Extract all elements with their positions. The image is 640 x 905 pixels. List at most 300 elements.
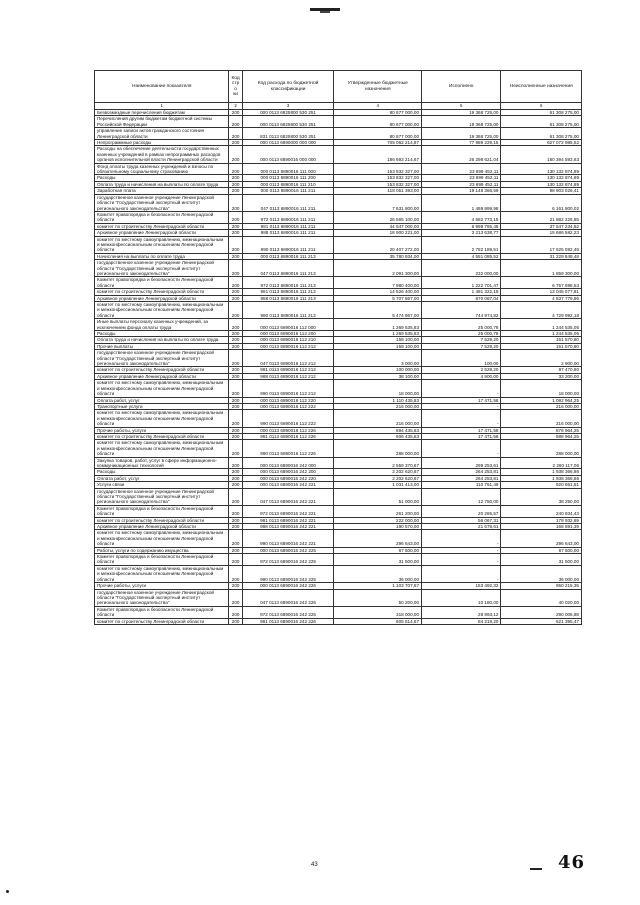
table-row xyxy=(95,128,582,140)
cell-executed: 6 999 765,48 xyxy=(422,223,501,229)
cell-approved: 159 100,00 xyxy=(334,343,422,349)
cell-approved: 705 062 214,87 xyxy=(334,140,422,146)
cell-not-executed: 6 161 800,02 xyxy=(501,194,582,211)
cell-line-code: 200 xyxy=(229,260,242,277)
table-row xyxy=(95,505,582,517)
cell-approved: 606 435,83 xyxy=(334,433,422,439)
cell-name: Услуги связи xyxy=(95,482,229,488)
cell-approved: 18 000,00 xyxy=(334,380,422,397)
cell-name: Перечисления другим бюджетам бюджетной системы Российской Федерации xyxy=(95,116,229,128)
cell-not-executed: 31 229 848,48 xyxy=(501,253,582,259)
cell-not-executed: 33 200,00 xyxy=(501,373,582,379)
cell-name: Расходы xyxy=(95,175,229,181)
cell-name: комитет по строительству Ленинградской области xyxy=(95,223,229,229)
cell-not-executed: 38 250,00 xyxy=(501,488,582,505)
table-row xyxy=(95,380,582,397)
cell-not-executed: 1 938 366,86 xyxy=(501,475,582,481)
cell-budget-code: 990 0113 6890016 242 225 xyxy=(242,565,334,582)
cell-executed: 17 471,58 xyxy=(422,427,501,433)
cell-executed: 4 682 773,15 xyxy=(422,211,501,223)
cell-approved: 67 500,00 xyxy=(334,547,422,553)
budget-execution-table xyxy=(94,70,582,625)
cell-line-code: 200 xyxy=(229,403,242,409)
cell-budget-code: 990 0113 6890016 111 213 xyxy=(242,302,334,319)
cell-budget-code: 988 0113 6890016 242 221 xyxy=(242,524,334,530)
cell-not-executed: 130 132 874,89 xyxy=(501,175,582,181)
cell-budget-code: 000 0113 6890016 242 200 xyxy=(242,469,334,475)
cell-not-executed: 1 859 300,00 xyxy=(501,260,582,277)
table-row xyxy=(95,554,582,566)
cell-budget-code: 000 0113 6890016 111 210 xyxy=(242,181,334,187)
cell-line-code: 200 xyxy=(229,606,242,618)
cell-approved: 153 832 327,00 xyxy=(334,175,422,181)
cell-budget-code: 000 0113 6890016 112 200 xyxy=(242,331,334,337)
cell-line-code: 200 xyxy=(229,565,242,582)
cell-not-executed: 178 932,69 xyxy=(501,517,582,523)
cell-line-code: 200 xyxy=(229,583,242,589)
cell-executed: 299 253,61 xyxy=(422,457,501,469)
cell-approved: 80 677 000,00 xyxy=(334,110,422,116)
cell-approved: 20 407 272,00 xyxy=(334,236,422,253)
cell-executed: 23 699 452,11 xyxy=(422,181,501,187)
cell-name: Работы, услуги по содержанию имущества xyxy=(95,547,229,553)
cell-budget-code: 990 0113 6890016 111 211 xyxy=(242,236,334,253)
cell-budget-code: 000 0113 6890016 112 222 xyxy=(242,403,334,409)
cell-executed: - xyxy=(422,410,501,427)
cell-not-executed: 296 643,00 xyxy=(501,530,582,547)
cell-name: Оплата работ, услуг xyxy=(95,475,229,481)
cell-approved: 153 832 327,00 xyxy=(334,181,422,187)
cell-executed: 1 222 701,47 xyxy=(422,277,501,289)
table-row xyxy=(95,457,582,469)
cell-line-code: 200 xyxy=(229,319,242,331)
cell-name: государственное казенное учреждение Ленинградской области "Государственный экспертный институт регионального законодательства" xyxy=(95,488,229,505)
column-number: 3 xyxy=(242,103,334,110)
cell-line-code: 200 xyxy=(229,331,242,337)
cell-name: Оплата труда и начисления на выплаты по оплате труда xyxy=(95,337,229,343)
cell-name: комитет по местному самоуправлению, межнациональным и межконфессиональным отношениям Ленинградской области xyxy=(95,380,229,397)
cell-not-executed: 151 570,80 xyxy=(501,337,582,343)
cell-budget-code: 972 0113 6890016 111 211 xyxy=(242,211,334,223)
cell-line-code: 200 xyxy=(229,163,242,175)
cell-line-code: 200 xyxy=(229,380,242,397)
cell-name: Архивное управление Ленинградской области xyxy=(95,295,229,301)
cell-not-executed: 37 547 234,52 xyxy=(501,223,582,229)
cell-approved: 5 707 867,00 xyxy=(334,295,422,301)
cell-budget-code: 000 0113 6890016 242 221 xyxy=(242,482,334,488)
cell-budget-code: 972 0113 6890016 242 225 xyxy=(242,554,334,566)
cell-line-code: 200 xyxy=(229,140,242,146)
cell-approved: 296 643,00 xyxy=(334,530,422,547)
cell-name: государственное казенное учреждение Ленинградской области "Государственный экспертный институт регионального законодательства" xyxy=(95,194,229,211)
cell-name: государственное казенное учреждение Ленинградской области "Государственный экспертный институт регионального законодательства" xyxy=(95,260,229,277)
cell-name: комитет по строительству Ленинградской области xyxy=(95,367,229,373)
cell-not-executed: 61 308 275,00 xyxy=(501,128,582,140)
cell-approved: 80 677 000,00 xyxy=(334,128,422,140)
cell-not-executed: 2 900,00 xyxy=(501,350,582,367)
cell-line-code: 200 xyxy=(229,397,242,403)
cell-executed: 744 974,82 xyxy=(422,302,501,319)
cell-name: Комитет правопорядка и безопасности Ленинградской области xyxy=(95,606,229,618)
cell-not-executed: 920 651,51 xyxy=(501,482,582,488)
cell-name: Прочие работы, услуги xyxy=(95,427,229,433)
cell-budget-code: 000 0113 6890016 112 212 xyxy=(242,343,334,349)
cell-line-code: 200 xyxy=(229,433,242,439)
cell-not-executed: 98 903 026,41 xyxy=(501,188,582,194)
cell-approved: 1 269 535,83 xyxy=(334,331,422,337)
cell-name: Прочие выплаты xyxy=(95,343,229,349)
cell-executed: - xyxy=(422,530,501,547)
cell-approved: 288 000,00 xyxy=(334,440,422,457)
cell-not-executed: 61 308 275,00 xyxy=(501,116,582,128)
cell-approved: 159 100,00 xyxy=(334,337,422,343)
cell-line-code: 200 xyxy=(229,554,242,566)
cell-executed: 17 471,58 xyxy=(422,433,501,439)
cell-budget-code: 990 0113 6890016 112 222 xyxy=(242,410,334,427)
cell-approved: 261 200,00 xyxy=(334,505,422,517)
cell-executed: 870 087,04 xyxy=(422,295,501,301)
cell-executed: - xyxy=(422,547,501,553)
cell-line-code: 200 xyxy=(229,350,242,367)
cell-name: Архивное управление Ленинградской области xyxy=(95,230,229,236)
cell-line-code: 200 xyxy=(229,181,242,187)
column-number: 5 xyxy=(422,103,501,110)
cell-budget-code: 000 0113 6890016 112 220 xyxy=(242,397,334,403)
cell-name: комитет по местному самоуправлению, межнациональным и межконфессиональным отношениям Ленинградской области xyxy=(95,410,229,427)
cell-not-executed: 6 757 698,53 xyxy=(501,277,582,289)
table-row xyxy=(95,618,582,624)
cell-not-executed: 97 470,80 xyxy=(501,367,582,373)
cell-executed: 77 989 229,15 xyxy=(422,140,501,146)
cell-line-code: 200 xyxy=(229,524,242,530)
header-executed: Исполнено xyxy=(422,71,501,103)
table-row xyxy=(95,410,582,427)
cell-line-code: 200 xyxy=(229,211,242,223)
cell-approved: 3 000,00 xyxy=(334,350,422,367)
cell-approved: 14 526 400,00 xyxy=(334,289,422,295)
cell-name: Оплата труда и начисления на выплаты по оплате труда xyxy=(95,181,229,187)
cell-executed: 84 219,20 xyxy=(422,618,501,624)
cell-executed: 3 213 638,77 xyxy=(422,230,501,236)
cell-executed: 21 678,61 xyxy=(422,524,501,530)
table-header-row xyxy=(95,71,582,103)
cell-not-executed: 67 500,00 xyxy=(501,547,582,553)
cell-not-executed: 61 308 275,00 xyxy=(501,110,582,116)
cell-approved: 190 570,00 xyxy=(334,524,422,530)
cell-budget-code: 000 0113 6890016 000 000 xyxy=(242,146,334,163)
cell-not-executed: 876 964,25 xyxy=(501,427,582,433)
cell-line-code: 200 xyxy=(229,482,242,488)
scan-mark xyxy=(320,11,330,13)
column-number: 6 xyxy=(501,103,582,110)
cell-line-code: 200 xyxy=(229,505,242,517)
cell-not-executed: 168 891,39 xyxy=(501,524,582,530)
table-row xyxy=(95,163,582,175)
cell-not-executed: 151 570,80 xyxy=(501,343,582,349)
cell-name: Архивное управление Ленинградской области xyxy=(95,373,229,379)
cell-approved: 153 832 327,00 xyxy=(334,163,422,175)
cell-executed: - xyxy=(422,380,501,397)
budget-report-sheet xyxy=(94,70,582,625)
cell-executed: 7 529,20 xyxy=(422,337,501,343)
cell-executed: 264 253,81 xyxy=(422,475,501,481)
cell-name: комитет по строительству Ленинградской области xyxy=(95,618,229,624)
cell-executed: 20 265,57 xyxy=(422,505,501,517)
cell-executed: 25 000,78 xyxy=(422,331,501,337)
cell-name: комитет по строительству Ленинградской области xyxy=(95,517,229,523)
cell-name: комитет по местному самоуправлению, межнациональным и межконфессиональным отношениям Ленинградской области xyxy=(95,236,229,253)
scan-dot xyxy=(6,890,9,893)
cell-not-executed: 288 000,00 xyxy=(501,440,582,457)
cell-not-executed: 521 395,47 xyxy=(501,618,582,624)
cell-name: комитет по местному самоуправлению, межнациональным и межконфессиональным отношениям Ленинградской области xyxy=(95,302,229,319)
cell-approved: 186 693 214,67 xyxy=(334,146,422,163)
cell-executed: 25 000,78 xyxy=(422,319,501,331)
header-budget-code: Код расхода по бюджетной классификации xyxy=(242,71,334,103)
cell-executed: 153 492,32 xyxy=(422,583,501,589)
cell-executed: 7 529,20 xyxy=(422,343,501,349)
cell-approved: 5 474 967,00 xyxy=(334,302,422,319)
cell-budget-code: 000 0113 6890016 111 200 xyxy=(242,175,334,181)
cell-budget-code: 000 0113 6890016 112 226 xyxy=(242,427,334,433)
cell-name: Комитет правопорядка и безопасности Ленинградской области xyxy=(95,277,229,289)
cell-name: Заработная плата xyxy=(95,188,229,194)
cell-line-code: 200 xyxy=(229,475,242,481)
cell-not-executed: 2 260 117,06 xyxy=(501,457,582,469)
cell-line-code: 200 xyxy=(229,253,242,259)
cell-not-executed: 31 500,00 xyxy=(501,554,582,566)
cell-name: Расходы xyxy=(95,331,229,337)
cell-executed: 19 368 725,00 xyxy=(422,128,501,140)
cell-name: комитет по местному самоуправлению, межнациональным и межконфессиональным отношениям Ленинградской области xyxy=(95,440,229,457)
cell-not-executed: 130 132 874,89 xyxy=(501,181,582,187)
cell-budget-code: 000 0113 6890016 242 220 xyxy=(242,475,334,481)
cell-approved: 1 103 707,67 xyxy=(334,583,422,589)
cell-line-code: 200 xyxy=(229,373,242,379)
cell-approved: 36 000,00 xyxy=(334,565,422,582)
cell-executed: - xyxy=(422,565,501,582)
cell-budget-code: 000 0113 6890016 242 225 xyxy=(242,547,334,553)
cell-budget-code: 831 0113 6825800 530 251 xyxy=(242,128,334,140)
cell-name: Начисления на выплаты по оплате труда xyxy=(95,253,229,259)
cell-not-executed: 1 092 964,25 xyxy=(501,397,582,403)
cell-name: государственное казенное учреждение Ленинградской области "Государственный экспертный институт регионального законодательства" xyxy=(95,589,229,606)
table-row xyxy=(95,606,582,618)
table-row xyxy=(95,277,582,289)
table-row xyxy=(95,302,582,319)
cell-name: Непрограммные расходы xyxy=(95,140,229,146)
cell-executed: 19 368 725,00 xyxy=(422,110,501,116)
table-row xyxy=(95,211,582,223)
cell-approved: 18 900 221,00 xyxy=(334,230,422,236)
cell-not-executed: 1 938 366,86 xyxy=(501,469,582,475)
cell-not-executed: 17 625 082,49 xyxy=(501,236,582,253)
cell-executed: 28 993,12 xyxy=(422,606,501,618)
cell-line-code: 200 xyxy=(229,110,242,116)
table-row xyxy=(95,236,582,253)
cell-name: Архивное управление Ленинградской области xyxy=(95,524,229,530)
cell-budget-code: 047 0113 6890016 111 213 xyxy=(242,260,334,277)
cell-budget-code: 972 0113 6890016 242 221 xyxy=(242,505,334,517)
cell-name: комитет по строительству Ленинградской области xyxy=(95,289,229,295)
cell-name: Фонд оплаты труда казенных учреждений и взносы по обязательному социальному страхованию xyxy=(95,163,229,175)
cell-line-code: 200 xyxy=(229,337,242,343)
cell-line-code: 200 xyxy=(229,343,242,349)
cell-budget-code: 047 0113 6890016 111 211 xyxy=(242,194,334,211)
cell-line-code: 200 xyxy=(229,410,242,427)
cell-executed: 1 481 322,19 xyxy=(422,289,501,295)
cell-budget-code: 972 0113 6890016 242 226 xyxy=(242,606,334,618)
cell-executed: 17 471,58 xyxy=(422,397,501,403)
cell-line-code: 200 xyxy=(229,236,242,253)
cell-executed: 4 551 085,52 xyxy=(422,253,501,259)
cell-budget-code: 981 0113 6890016 111 213 xyxy=(242,289,334,295)
cell-approved: 50 200,00 xyxy=(334,589,422,606)
cell-name: Прочие работы, услуги xyxy=(95,583,229,589)
column-number: 1 xyxy=(95,103,229,110)
cell-not-executed: 21 882 326,85 xyxy=(501,211,582,223)
cell-budget-code: 972 0113 6890016 111 213 xyxy=(242,277,334,289)
cell-budget-code: 047 0113 6890016 112 212 xyxy=(242,350,334,367)
cell-line-code: 200 xyxy=(229,427,242,433)
cell-approved: 51 000,00 xyxy=(334,488,422,505)
cell-line-code: 200 xyxy=(229,367,242,373)
cell-name: Безвозмездные перечисления бюджетам xyxy=(95,110,229,116)
cell-executed: 23 699 452,11 xyxy=(422,175,501,181)
cell-approved: 26 565 100,00 xyxy=(334,211,422,223)
cell-name: Закупка товаров, работ, услуг в сфере информационно-коммуникационных технологий xyxy=(95,457,229,469)
cell-budget-code: 000 0113 6825800 530 251 xyxy=(242,110,334,116)
cell-line-code: 200 xyxy=(229,589,242,606)
cell-line-code: 200 xyxy=(229,128,242,140)
header-name: Наименование показателя xyxy=(95,71,229,103)
cell-line-code: 200 xyxy=(229,175,242,181)
cell-approved: 216 000,00 xyxy=(334,410,422,427)
cell-approved: 7 980 400,00 xyxy=(334,277,422,289)
cell-line-code: 200 xyxy=(229,194,242,211)
cell-name: Комитет правопорядка и безопасности Ленинградской области xyxy=(95,211,229,223)
column-number: 4 xyxy=(334,103,422,110)
cell-approved: 2 559 370,67 xyxy=(334,457,422,469)
cell-executed: 110 761,49 xyxy=(422,482,501,488)
cell-not-executed: 1 244 535,05 xyxy=(501,331,582,337)
cell-line-code: 200 xyxy=(229,530,242,547)
cell-executed: - xyxy=(422,403,501,409)
cell-budget-code: 047 0113 6890016 242 221 xyxy=(242,488,334,505)
cell-executed: - xyxy=(422,440,501,457)
cell-approved: 605 614,67 xyxy=(334,618,422,624)
cell-executed: 2 782 189,51 xyxy=(422,236,501,253)
cell-line-code: 200 xyxy=(229,469,242,475)
cell-budget-code: 990 0113 6890016 242 221 xyxy=(242,530,334,547)
header-not-executed: Неисполненные назначения xyxy=(501,71,582,103)
cell-approved: 216 000,00 xyxy=(334,403,422,409)
column-number: 2 xyxy=(229,103,242,110)
cell-name: Транспортные услуги xyxy=(95,403,229,409)
cell-budget-code: 000 0113 6890016 112 000 xyxy=(242,319,334,331)
cell-name: Иные выплаты персоналу казенных учреждений, за исключением фонда оплаты труда xyxy=(95,319,229,331)
cell-approved: 222 000,00 xyxy=(334,517,422,523)
table-row xyxy=(95,565,582,582)
cell-budget-code: 988 0113 6890016 111 211 xyxy=(242,230,334,236)
cell-not-executed: 216 000,00 xyxy=(501,403,582,409)
cell-approved: 1 110 435,83 xyxy=(334,397,422,403)
cell-not-executed: 216 000,00 xyxy=(501,410,582,427)
cell-executed: 23 699 452,11 xyxy=(422,163,501,175)
cell-approved: 35 780 934,00 xyxy=(334,253,422,259)
cell-not-executed: 4 837 779,96 xyxy=(501,295,582,301)
cell-name: Расходы xyxy=(95,469,229,475)
cell-not-executed: 240 934,43 xyxy=(501,505,582,517)
handwritten-dash xyxy=(530,868,542,870)
cell-executed: 1 469 999,98 xyxy=(422,194,501,211)
cell-line-code: 200 xyxy=(229,517,242,523)
cell-budget-code: 981 0113 6890016 242 221 xyxy=(242,517,334,523)
cell-executed: 12 750,00 xyxy=(422,488,501,505)
cell-line-code: 200 xyxy=(229,146,242,163)
cell-approved: 100 000,00 xyxy=(334,367,422,373)
cell-budget-code: 981 0113 6890016 112 226 xyxy=(242,433,334,439)
cell-budget-code: 000 0113 6890016 242 226 xyxy=(242,583,334,589)
cell-not-executed: 130 132 874,89 xyxy=(501,163,582,175)
cell-line-code: 200 xyxy=(229,277,242,289)
table-row xyxy=(95,530,582,547)
cell-line-code: 200 xyxy=(229,488,242,505)
cell-approved: 44 547 000,00 xyxy=(334,223,422,229)
cell-not-executed: 627 072 985,52 xyxy=(501,140,582,146)
cell-budget-code: 000 0113 6890016 111 213 xyxy=(242,253,334,259)
table-row xyxy=(95,260,582,277)
cell-approved: 7 631 800,00 xyxy=(334,194,422,211)
cell-not-executed: 160 394 593,63 xyxy=(501,146,582,163)
column-number-row xyxy=(95,103,582,110)
cell-name: Оплата работ, услуг xyxy=(95,397,229,403)
cell-approved: 38 100,00 xyxy=(334,373,422,379)
cell-budget-code: 000 0113 6890000 000 000 xyxy=(242,140,334,146)
table-row xyxy=(95,116,582,128)
cell-budget-code: 990 0113 6890016 112 212 xyxy=(242,380,334,397)
cell-name: комитет по местному самоуправлению, межнациональным и межконфессиональным отношениям Ленинградской области xyxy=(95,565,229,582)
cell-line-code: 200 xyxy=(229,223,242,229)
table-row xyxy=(95,440,582,457)
cell-budget-code: 047 0113 6890016 242 226 xyxy=(242,589,334,606)
cell-not-executed: 588 964,25 xyxy=(501,433,582,439)
cell-line-code: 200 xyxy=(229,289,242,295)
cell-name: управление записи актов гражданского состояния Ленинградской области xyxy=(95,128,229,140)
cell-budget-code: 000 0113 6825800 530 251 xyxy=(242,116,334,128)
cell-not-executed: 4 729 992,18 xyxy=(501,302,582,319)
cell-approved: 2 091 300,00 xyxy=(334,260,422,277)
cell-name: государственное казенное учреждение Ленинградской области "Государственный экспертный институт регионального законодательства" xyxy=(95,350,229,367)
cell-budget-code: 000 0113 6890016 112 210 xyxy=(242,337,334,343)
table-row xyxy=(95,194,582,211)
table-row xyxy=(95,589,582,606)
cell-executed: 2 529,20 xyxy=(422,367,501,373)
cell-approved: 318 000,00 xyxy=(334,606,422,618)
cell-line-code: 200 xyxy=(229,547,242,553)
cell-approved: 80 677 000,00 xyxy=(334,116,422,128)
cell-line-code: 200 xyxy=(229,440,242,457)
cell-budget-code: 000 0113 6890016 111 000 xyxy=(242,163,334,175)
table-row xyxy=(95,350,582,367)
cell-executed: 264 253,81 xyxy=(422,469,501,475)
cell-budget-code: 990 0113 6890016 112 226 xyxy=(242,440,334,457)
cell-budget-code: 988 0113 6890016 111 213 xyxy=(242,295,334,301)
cell-approved: 894 435,83 xyxy=(334,427,422,433)
cell-line-code: 200 xyxy=(229,295,242,301)
header-line-code: Код стро ки xyxy=(229,71,242,103)
cell-approved: 31 500,00 xyxy=(334,554,422,566)
